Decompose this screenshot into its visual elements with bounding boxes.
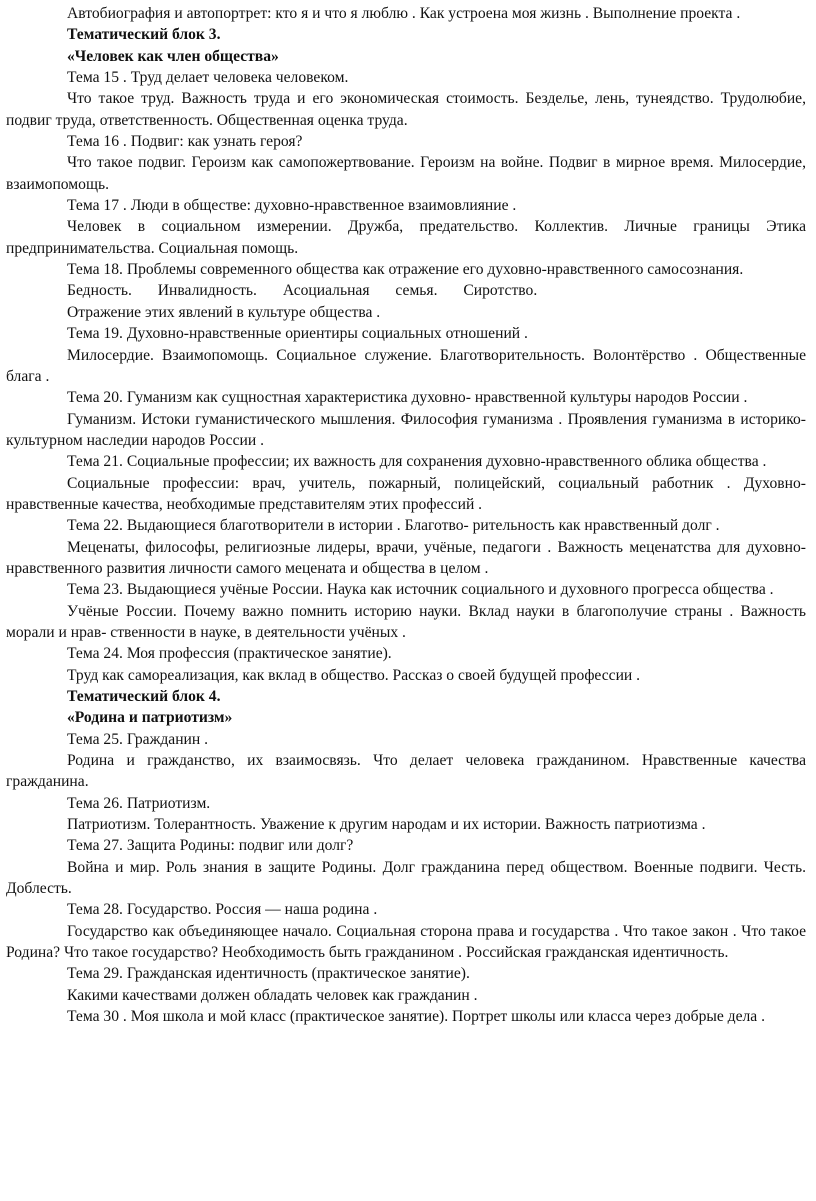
topic-30-title: Тема 30 . Моя школа и мой класс (практическое занятие). Портрет школы или класса через добрые дела .: [67, 1008, 766, 1026]
topic-23-body: Учёные России. Почему важно помнить историю науки. Вклад науки в благополучие страны . Важность морали и нрав- ственности в науке, в деятельности учёных .: [6, 602, 806, 641]
topic-22-body: Меценаты, философы, религиозные лидеры, врачи, учёные, педагоги . Важность меценатства для духовно-нравственного развития личности самого мецената и общества в целом .: [6, 538, 806, 577]
topic-28-title: Тема 28. Государство. Россия — наша родина .: [67, 901, 378, 919]
topic-27-body: Война и мир. Роль знания в защите Родины. Долг гражданина перед обществом. Военные подвиги. Честь. Доблесть.: [6, 858, 806, 898]
topic-24-body: Труд как самореализация, как вклад в общество. Рассказ о своей будущей профессии .: [67, 666, 641, 684]
document-page: [6, 3, 806, 1028]
topic-21-title: Тема 21. Социальные профессии; их важность для сохранения духовно-нравственного облика общества .: [67, 453, 767, 471]
topic-23-title: Тема 23. Выдающиеся учёные России. Наука как источник социального и духовного прогресса общества .: [67, 581, 774, 599]
topic-26-title: Тема 26. Патриотизм.: [67, 794, 211, 812]
topic-26-body: Патриотизм. Толерантность. Уважение к другим народам и их истории. Важность патриотизма .: [67, 816, 706, 834]
topic-18-body-1: Бедность. Инвалидность. Асоциальная семья. Сиротство.: [67, 282, 538, 300]
topic-25-body: Родина и гражданство, их взаимосвязь. Что делает человека гражданином. Нравственные качества гражданина.: [6, 752, 806, 791]
block-4-heading: Тематический блок 4.: [67, 688, 221, 705]
topic-22-title: Тема 22. Выдающиеся благотворители в истории . Благотво- рительность как нравственный долг .: [67, 517, 720, 535]
block-3-title: «Человек как член общества»: [67, 47, 279, 65]
block-4-title: «Родина и патриотизм»: [67, 709, 233, 727]
topic-21-body: Социальные профессии: врач, учитель, пожарный, полицейский, социальный работник . Духовно-нравственные качества, необходимые представителям этих профессий .: [6, 474, 806, 513]
topic-25-title: Тема 25. Гражданин .: [67, 730, 209, 748]
topic-24-title: Тема 24. Моя профессия (практическое занятие).: [67, 645, 392, 663]
topic-19-title: Тема 19. Духовно-нравственные ориентиры социальных отношений .: [67, 325, 528, 343]
topic-29-body: Какими качествами должен обладать человек как гражданин .: [67, 986, 478, 1004]
topic-15-body: Что такое труд. Важность труда и его экономическая стоимость. Безделье, лень, тунеядство. Трудолюбие, подвиг труда, ответственность. Общественная оценка труда.: [6, 90, 806, 129]
paragraph-project: Автобиография и автопортрет: кто я и что я люблю . Как устроена моя жизнь . Выполнение проекта .: [67, 5, 741, 22]
topic-17-title: Тема 17 . Люди в обществе: духовно-нравственное взаимовлияние .: [67, 197, 517, 215]
topic-16-body: Что такое подвиг. Героизм как самопожертвование. Героизм на войне. Подвиг в мирное время. Милосердие, взаимопомощь.: [6, 154, 806, 193]
topic-19-body: Милосердие. Взаимопомощь. Социальное служение. Благотворительность. Волонтёрство . Общественные блага .: [6, 346, 806, 385]
topic-20-title: Тема 20. Гуманизм как сущностная характеристика духовно- нравственной культуры народов России .: [67, 389, 748, 407]
topic-17-body: Человек в социальном измерении. Дружба, предательство. Коллектив. Личные границы Этика предпринимательства. Социальная помощь.: [6, 218, 806, 257]
topic-28-body: Государство как объединяющее начало. Социальная сторона права и государства . Что такое закон . Что такое Родина? Что такое государство? Необходимость быть гражданином . Российская гражданская идентичность.: [6, 922, 806, 962]
topic-15-title: Тема 15 . Труд делает человека человеком.: [67, 69, 349, 87]
topic-20-body: Гуманизм. Истоки гуманистического мышления. Философия гуманизма . Проявления гуманизма в историко-культурном наследии народов России .: [6, 410, 806, 449]
topic-16-title: Тема 16 . Подвиг: как узнать героя?: [67, 133, 303, 151]
block-3-heading: Тематический блок 3.: [67, 26, 221, 44]
topic-27-title: Тема 27. Защита Родины: подвиг или долг?: [67, 837, 354, 855]
topic-29-title: Тема 29. Гражданская идентичность (практическое занятие).: [67, 965, 470, 983]
topic-18-title: Тема 18. Проблемы современного общества как отражение его духовно-нравственного самосознания.: [67, 261, 744, 279]
topic-18-body-2: Отражение этих явлений в культуре общества .: [67, 303, 381, 321]
